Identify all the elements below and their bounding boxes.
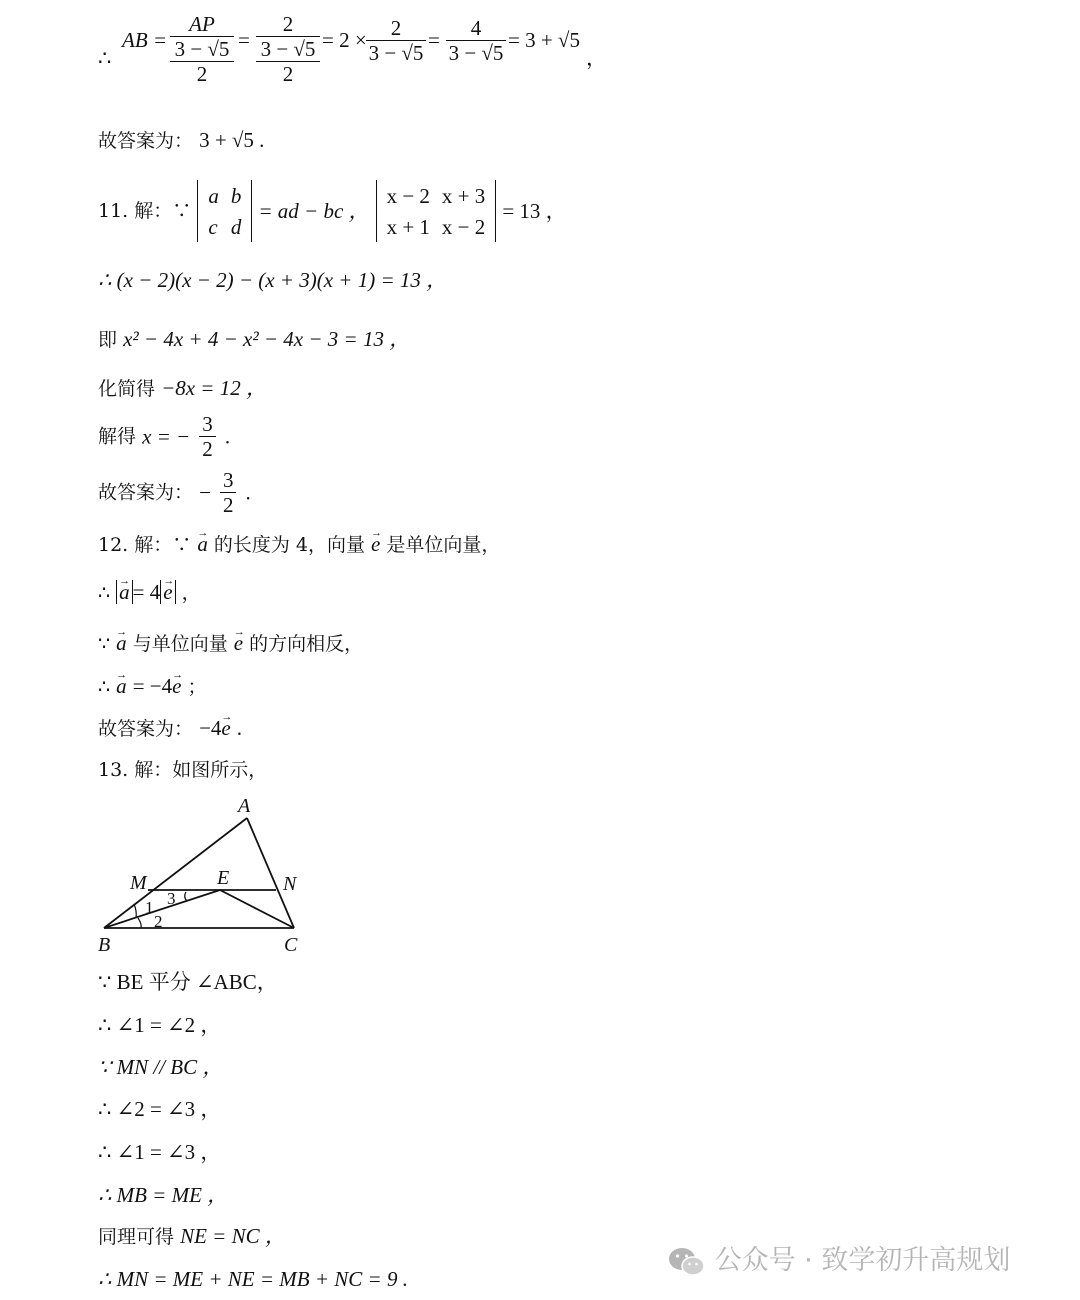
determinant-value: = 13 ， — [502, 199, 567, 223]
determinant-definition: = ad − bc ， — [258, 199, 370, 223]
vector-a: → a — [119, 580, 130, 604]
vector-e: → e — [163, 580, 172, 604]
eq-sign: = — [428, 28, 440, 52]
problem-12-statement: 12. 解：∵ → a 的长度为 4，向量 → e 是单位向量， — [98, 532, 500, 557]
vector-e: → e — [234, 631, 243, 655]
proof-bisector: ∵ BE 平分 ∠ABC， — [98, 970, 278, 994]
watermark-text: 公众号 · 致学初升高规划 — [714, 1245, 1011, 1276]
simplified-step — [98, 327, 410, 352]
answer-12: 故答案为： −4→ e . — [98, 716, 242, 741]
answer-value: 3 + √5 . — [199, 128, 265, 152]
angle-label-1: 1 — [145, 898, 154, 917]
label-n: N — [283, 873, 297, 895]
vector-equation: ∴ → a = −4→ e ； — [98, 674, 207, 699]
angle-label-3: 3 — [167, 889, 176, 908]
therefore-symbol: ∴ — [98, 46, 112, 70]
proof-parallel: ∵ MN // BC ， — [98, 1055, 224, 1079]
label-b: B — [98, 934, 111, 956]
label-c: C — [284, 934, 298, 956]
step-label: 解得 — [98, 425, 137, 448]
proof-angle-1-2: ∴ ∠1 = ∠2 ， — [98, 1013, 222, 1037]
vector-a: → a — [116, 674, 127, 698]
magnitude-equation: ∴ → a = 4→ e ， — [98, 580, 201, 605]
ab-lhs: AB = — [122, 28, 168, 52]
angle-arc-3 — [185, 892, 187, 901]
problem-11-label: 11. 解：∵ — [98, 200, 192, 222]
times-sign: = 2 × — [322, 28, 367, 52]
fraction-ap: AP 3 − √5 2 — [170, 12, 234, 86]
vector-a: → a — [116, 631, 127, 655]
answer-label: 故答案为： — [98, 481, 194, 504]
label-e: E — [217, 867, 230, 889]
label-m: M — [130, 872, 147, 894]
wechat-icon — [668, 1246, 706, 1278]
result: = 3 + √5 — [508, 28, 580, 52]
problem-11-determinant — [98, 180, 567, 244]
angle-label-2: 2 — [154, 912, 163, 931]
fraction-2: 2 3 − √5 2 — [256, 12, 320, 86]
problem-13-label: 13. 解：如图所示， — [98, 759, 268, 781]
fraction-4: 4 3 − √5 — [446, 16, 506, 65]
vector-e: → e — [371, 532, 380, 556]
comma: ， — [586, 46, 607, 70]
answer-label: 故答案为： — [98, 718, 194, 740]
proof-ne-nc: 同理可得 NE = NC ， — [98, 1224, 286, 1248]
answer-11: 故答案为： − $\frac{3}{2}$ . — [98, 468, 251, 517]
expanded-equation: ∴ (x − 2)(x − 2) − (x + 3)(x + 1) = 13 ， — [98, 268, 448, 292]
vector-e: → e — [221, 716, 230, 740]
step-math: x = − — [142, 424, 191, 449]
step-math: −8x = 12 ， — [161, 376, 267, 400]
step-math: x² − 4x + 4 − x² − 4x − 3 = 13 ， — [123, 327, 411, 351]
simplify-result — [98, 376, 267, 401]
watermark — [668, 1238, 1010, 1278]
determinant-abcd: a b c d — [197, 180, 252, 242]
fraction-3-2: $\frac{3}{2}$ — [199, 412, 216, 461]
vector-a: → a — [197, 532, 208, 556]
segment-ec — [220, 890, 294, 928]
proof-mb-me: ∴ MB = ME ， — [98, 1183, 229, 1207]
determinant-x: x − 2 x + 3 x + 1 x − 2 — [376, 180, 497, 242]
proof-angle-2-3: ∴ ∠2 = ∠3 ， — [98, 1097, 222, 1121]
angle-arc-2 — [138, 918, 141, 928]
step-label: 即 — [98, 329, 118, 351]
label-a: A — [238, 795, 251, 817]
answer-10 — [98, 128, 264, 153]
vector-e: → e — [172, 674, 181, 698]
fraction-2b: 2 3 − √5 — [366, 16, 426, 65]
direction-statement: ∵ → a 与单位向量 → e 的方向相反， — [98, 631, 363, 656]
fraction-3-2: $\frac{3}{2}$ — [220, 468, 237, 517]
proof-angle-1-3: ∴ ∠1 = ∠3 ， — [98, 1140, 222, 1164]
answer-label: 故答案为： — [98, 130, 194, 152]
eq-sign: = — [238, 28, 250, 52]
step-label: 化简得 — [98, 378, 156, 400]
proof-conclusion: ∴ MN = ME + NE = MB + NC = 9 . — [98, 1267, 408, 1291]
angle-arc-1 — [134, 904, 136, 918]
solve-result: 解得 x = − $\frac{3}{2}$ . — [98, 412, 231, 461]
triangle-figure — [96, 794, 316, 960]
